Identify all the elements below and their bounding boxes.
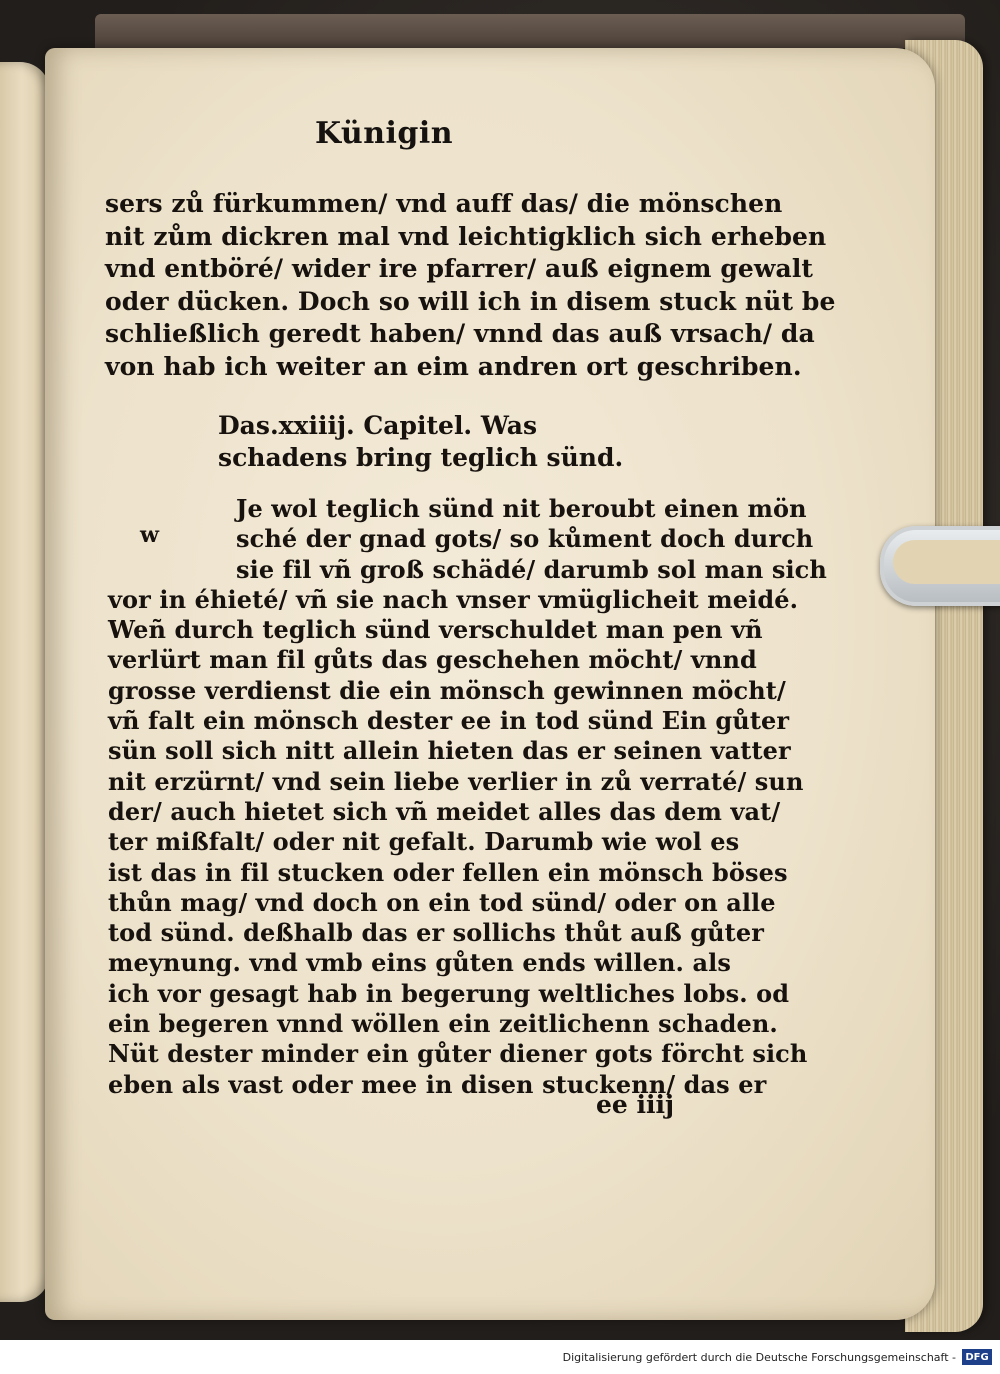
body-line: vor in éhieté/ vñ sie nach vnser vmüglicheit meidé. [108,584,799,614]
body-line: thůn mag/ vnd doch on ein tod sünd/ oder on alle [108,887,776,917]
initial-guide-letter: w [140,522,159,548]
text-line: von hab ich weiter an eim andren ort geschriben. [105,351,802,381]
signature-mark: ee iiij [596,1090,675,1119]
body-line: sie fil vñ groß schädé/ darumb sol man sich [236,554,827,584]
body-line: eben als vast oder mee in disen stuckenn/ das er [108,1069,767,1099]
running-head: Künigin [315,116,454,151]
top-text-block [105,188,836,383]
text-line: schließlich geredt haben/ vnnd das auß vrsach/ da [105,319,815,348]
body-line: sün soll sich nitt allein hieten das er seinen vatter [108,736,791,766]
dfg-logo-icon: DFG [962,1349,992,1365]
text-line: sers zů fürkummen/ vnd auff das/ die mönschen [105,189,783,218]
left-page-edge [0,62,50,1302]
text-line: vnd entböré/ wider ire pfarrer/ auß eignem gewalt [105,254,814,283]
chapter-heading [218,410,718,474]
body-line: tod sünd. deßhalb das er sollichs thůt auß gůter [108,918,764,948]
body-text-block [108,494,827,1100]
heading-line: Das.xxiiij. Capitel. Was [218,411,538,440]
body-line: Weñ durch teglich sünd verschuldet man pen vñ [108,615,763,645]
body-line: sché der gnad gots/ so kůment doch durch [236,524,814,554]
body-line: ter mißfalt/ oder nit gefalt. Darumb wie wol es [108,827,740,857]
body-line: ist das in fil stucken oder fellen ein mönsch böses [108,857,788,887]
body-line: nit erzürnt/ vnd sein liebe verlier in zů verraté/ sun [108,766,804,796]
funding-credit: Digitalisierung gefördert durch die Deutsche Forschungsgemeinschaft - [562,1351,956,1364]
body-line: vñ falt ein mönsch dester ee in tod sünd Ein gůter [108,706,790,736]
body-line: grosse verdienst die ein mönsch gewinnen möcht/ [108,675,786,705]
text-line: oder dücken. Doch so will ich in disem stuck nüt be [105,286,836,316]
body-line: Je wol teglich sünd nit beroubt einen mön [236,494,807,523]
body-line: Nüt dester minder ein gůter diener gots förcht sich [108,1039,808,1069]
page-clip-inner [893,540,1000,584]
book-top-edge [95,14,965,48]
body-line: meynung. vnd vmb eins gůten ends willen. als [108,948,731,978]
body-line: verlürt man fil gůts das geschehen möcht/ vnnd [108,645,757,675]
text-line: nit zům dickren mal vnd leichtigklich sich erheben [105,221,827,251]
heading-line: schadens bring teglich sünd. [218,443,624,472]
body-line: ein begeren vnnd wöllen ein zeitlichenn schaden. [108,1009,778,1039]
body-line: der/ auch hietet sich vñ meidet alles das dem vat/ [108,796,781,826]
body-line: ich vor gesagt hab in begerung weltliches lobs. od [108,978,790,1008]
